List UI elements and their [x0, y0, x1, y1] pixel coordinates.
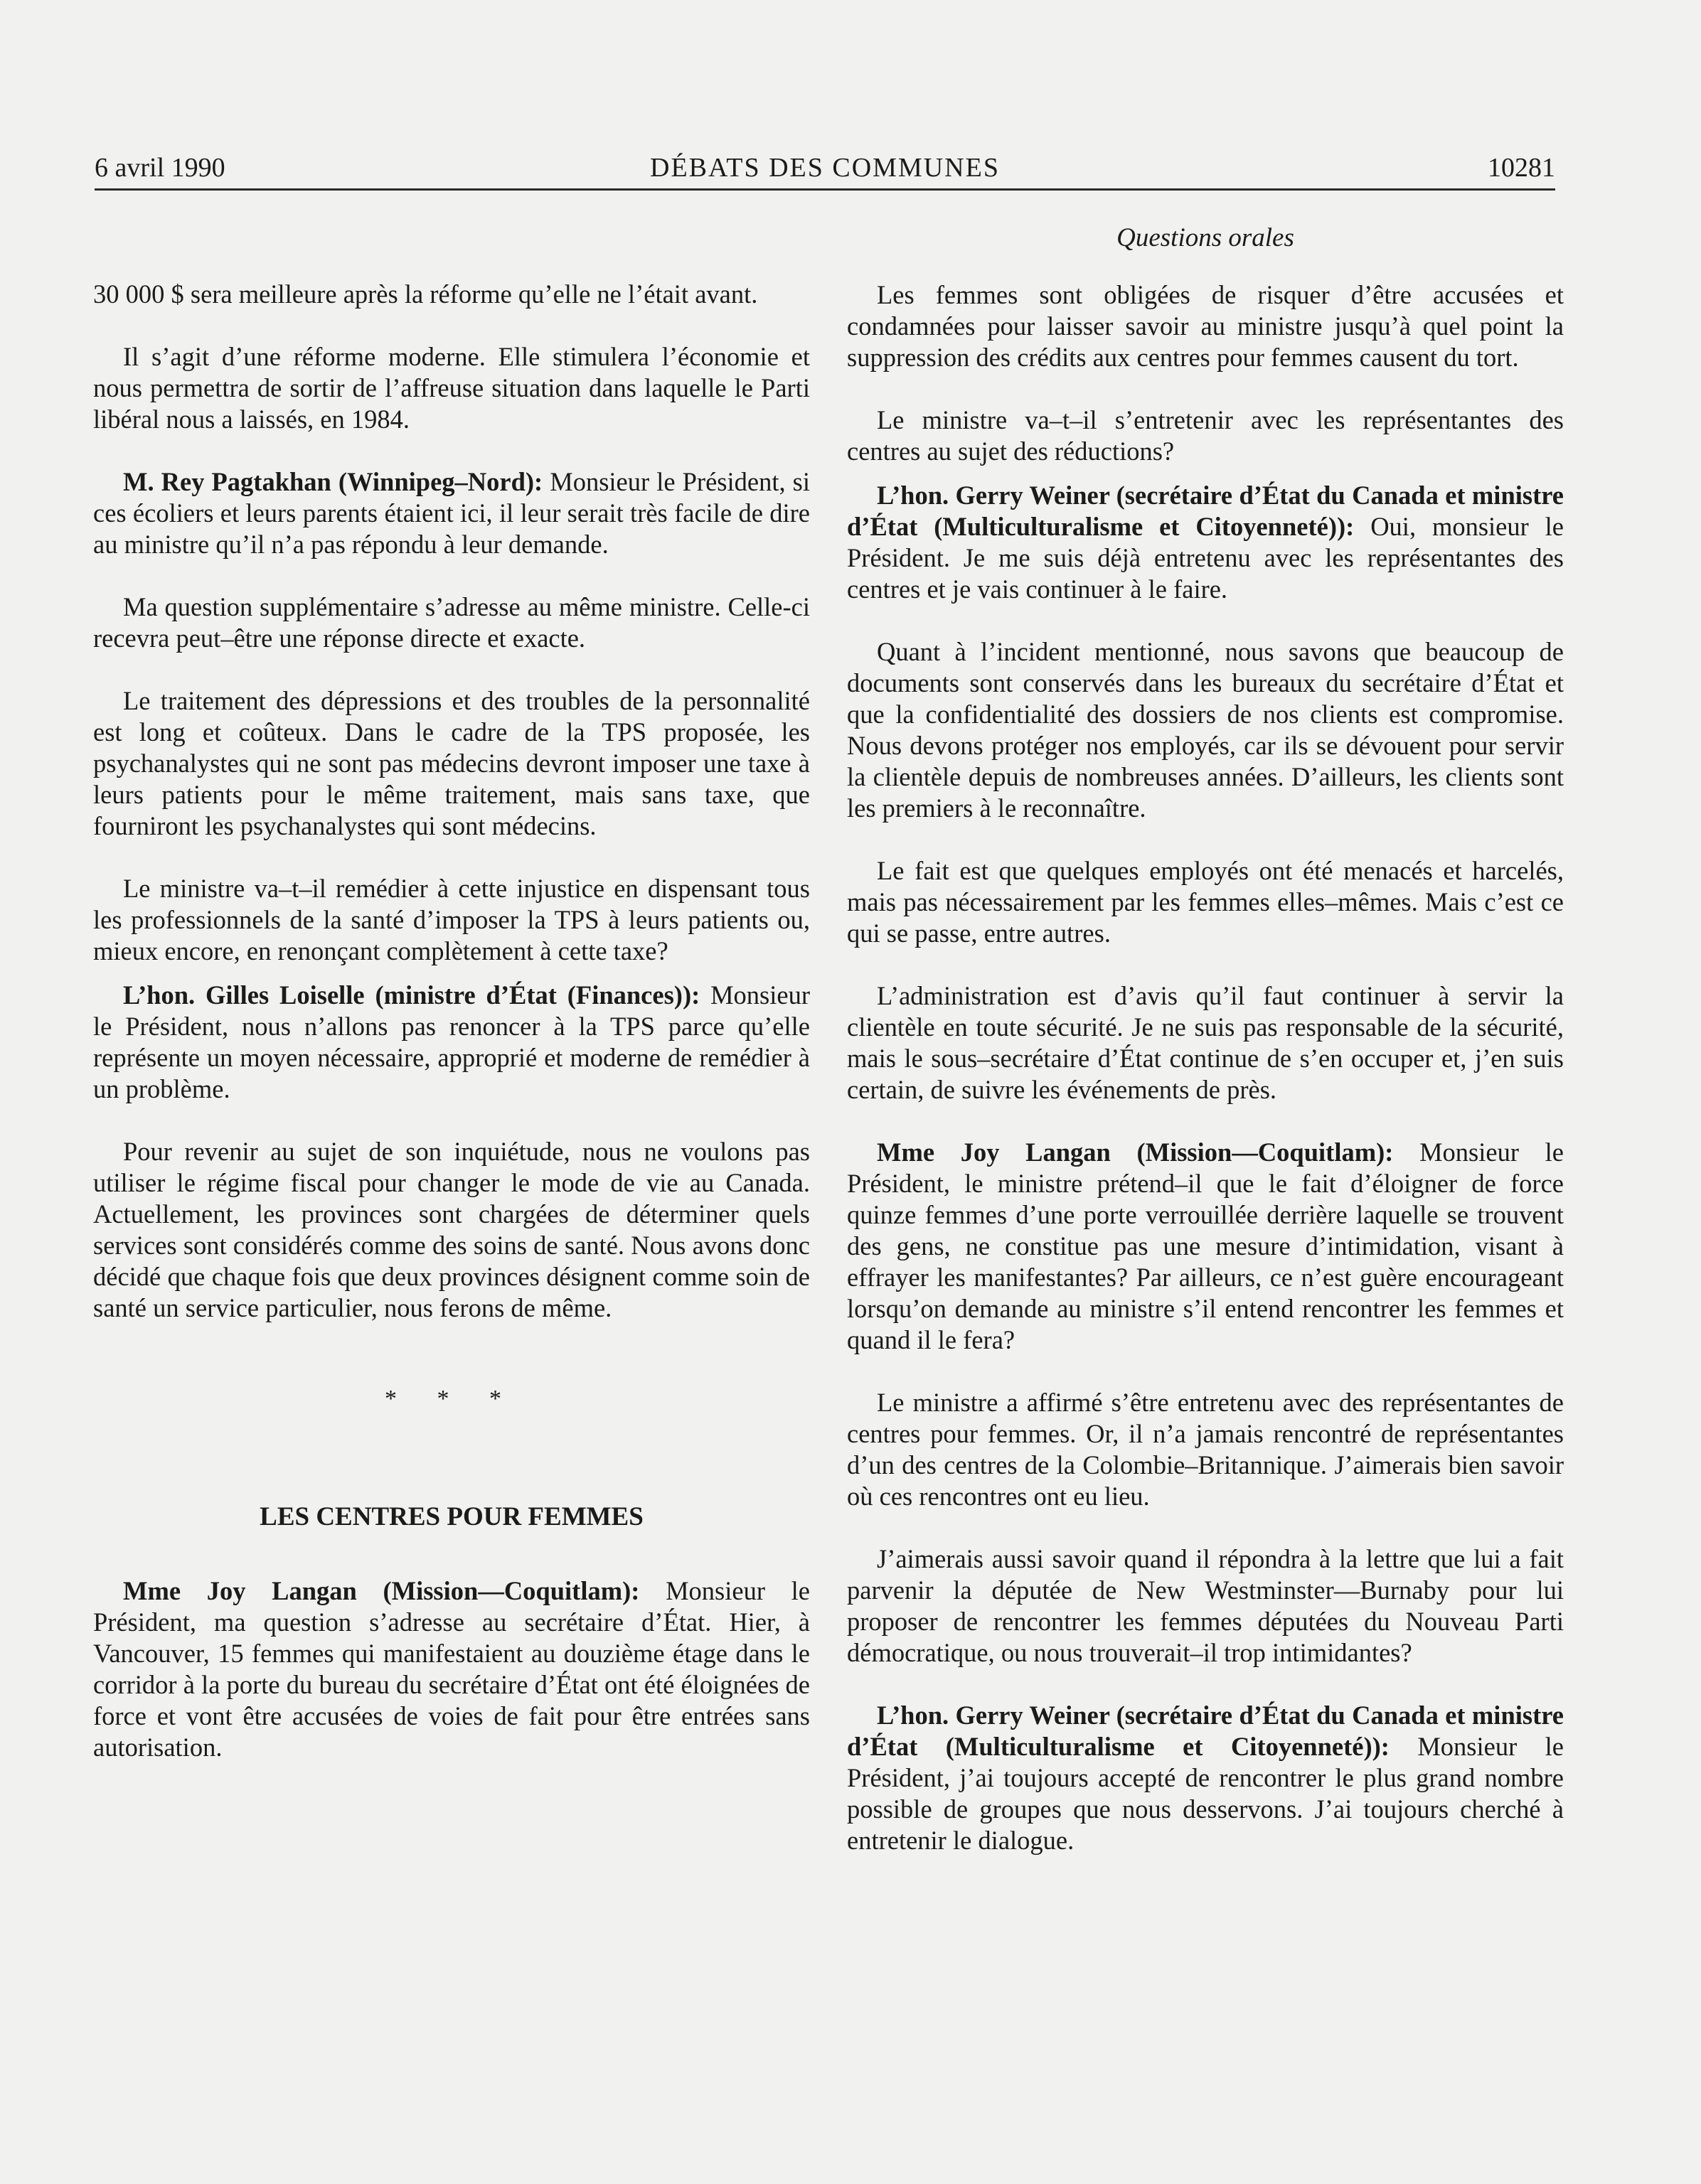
speech-paragraph: [847, 1137, 1564, 1356]
right-column: [847, 223, 1564, 1888]
paragraph: Le traitement des dépressions et des troubles de la personnalité est long et coûteux. Dans le cadre de la TPS proposée, les psychanalystes qui ne sont pas médecins devront imposer une taxe à leurs patients pour le même traitement, mais sans taxe, que fourniront les psychanalystes qui sont médecins.: [93, 686, 810, 840]
speech-text: Monsieur le Président, ma question s’adresse au secrétaire d’État. Hier, à Vancouver, 15 femmes qui manifestaient au douzième étage dans le corridor à la porte du bureau du secrétaire d’État ont été éloignées de force et vont être accusées de voies de fait pour être entrées sans autorisation.: [93, 1576, 810, 1762]
running-head: Questions orales: [1116, 223, 1294, 252]
left-column: [93, 279, 810, 1794]
paragraph: Le ministre a affirmé s’être entretenu avec des représentantes de centres pour femmes. Or, il n’a jamais rencontré de représentantes d’un des centres de la Colombie–Britannique. J’aimerais bien savoir où ces rencontres ont eu lieu.: [847, 1388, 1564, 1511]
paragraph: L’administration est d’avis qu’il faut continuer à servir la clientèle en toute sécurité. Je ne suis pas responsable de la sécurité, mais le sous–secrétaire d’État continue de s’en occuper et, j’en suis certain, de suivre les événements de près.: [847, 981, 1564, 1104]
header-date: 6 avril 1990: [95, 153, 225, 183]
paragraph: Le ministre va–t–il s’entretenir avec les représentantes des centres au sujet des réductions?: [847, 405, 1564, 466]
speaker-name: L’hon. Gilles Loiselle (ministre d’État (Finances)):: [123, 980, 700, 1010]
speech-text: Monsieur le Président, si ces écoliers et leurs parents étaient ici, il leur serait très facile de dire au ministre qu’il n’a pas répondu à leur demande.: [93, 467, 810, 559]
paragraph: Ma question supplémentaire s’adresse au même ministre. Celle-ci recevra peut–être une réponse directe et exacte.: [93, 592, 810, 653]
speech-text: Monsieur le Président, le ministre prétend–il que le fait d’éloigner de force quinze femmes d’une porte verrouillée derrière laquelle se trouvent des gens, ne constitue pas une mesure d’intimidation, visant à effrayer les manifestantes? Par ailleurs, ce n’est guère encourageant lorsqu’on demande au ministre s’il entend rencontrer les femmes et quand il le fera?: [847, 1138, 1564, 1354]
speaker-name: L’hon. Gerry Weiner (secrétaire d’État du Canada et ministre d’État (Multiculturalisme et Citoyenneté)):: [847, 1701, 1564, 1761]
header-title: DÉBATS DES COMMUNES: [650, 153, 1000, 183]
speaker-name: M. Rey Pagtakhan (Winnipeg–Nord):: [123, 467, 543, 496]
paragraph: Le ministre va–t–il remédier à cette injustice en dispensant tous les professionnels de la santé d’imposer la TPS à leurs patients ou, mieux encore, en renonçant complètement à cette taxe?: [93, 874, 810, 965]
speech-paragraph: [847, 480, 1564, 605]
speech-paragraph: [93, 466, 810, 560]
page-header: [95, 146, 1555, 189]
speaker-name: Mme Joy Langan (Mission—Coquitlam):: [123, 1576, 640, 1605]
speech-paragraph: [847, 1700, 1564, 1856]
paragraph: Le fait est que quelques employés ont été menacés et harcelés, mais pas nécessairement par les femmes elles–mêmes. Mais c’est ce qui se passe, entre autres.: [847, 856, 1564, 948]
speech-text: Monsieur le Président, j’ai toujours accepté de rencontrer le plus grand nombre possible de groupes que nous desservons. J’ai toujours cherché à entretenir le dialogue.: [847, 1732, 1564, 1855]
paragraph: Quant à l’incident mentionné, nous savons que beaucoup de documents sont conservés dans les bureaux du secrétaire d’État et que la confidentialité des dossiers de nos clients est compromise. Nous devons protéger nos employés, car ils se dévouent pour servir la clientèle depuis de nombreuses années. D’ailleurs, les clients sont les premiers à le reconnaître.: [847, 637, 1564, 823]
speech-text: Monsieur le Président, nous n’allons pas renoncer à la TPS parce qu’elle représente un moyen nécessaire, approprié et moderne de remédier à un problème.: [93, 980, 811, 1103]
paragraph: Il s’agit d’une réforme moderne. Elle stimulera l’économie et nous permettra de sortir de l’affreuse situation dans laquelle le Parti libéral nous a laissés, en 1984.: [93, 342, 810, 434]
paragraph: 30 000 $ sera meilleure après la réforme qu’elle ne l’était avant.: [93, 279, 758, 309]
speech-paragraph: [93, 1575, 810, 1763]
header-page-number: 10281: [1488, 153, 1555, 183]
section-separator: * * *: [385, 1386, 518, 1412]
paragraph: Les femmes sont obligées de risquer d’être accusées et condamnées pour laisser savoir au ministre jusqu’à quel point la suppression des crédits aux centres pour femmes causent du tort.: [847, 280, 1564, 372]
speaker-name: L’hon. Gerry Weiner (secrétaire d’État du Canada et ministre d’État (Multiculturalisme et Citoyenneté)):: [847, 481, 1564, 541]
speech-paragraph: [93, 980, 810, 1105]
speech-text: Oui, monsieur le Président. Je me suis déjà entretenu avec les représentantes des centres et je vais continuer à le faire.: [847, 512, 1564, 604]
speaker-name: Mme Joy Langan (Mission—Coquitlam):: [877, 1138, 1394, 1167]
header-rule: [95, 188, 1555, 191]
paragraph: Pour revenir au sujet de son inquiétude, nous ne voulons pas utiliser le régime fiscal pour changer le mode de vie au Canada. Actuellement, les provinces sont chargées de déterminer quels services sont considérés comme des soins de santé. Nous avons donc décidé que chaque fois que deux provinces désignent comme soin de santé un service particulier, nous ferons de même.: [93, 1137, 810, 1322]
paragraph: J’aimerais aussi savoir quand il répondra à la lettre que lui a fait parvenir la députée de New Westminster—Burnaby pour lui proposer de rencontrer les femmes députées du Nouveau Parti démocratique, ou nous trouverait–il trop intimidantes?: [847, 1544, 1564, 1667]
section-heading: LES CENTRES POUR FEMMES: [260, 1502, 644, 1531]
